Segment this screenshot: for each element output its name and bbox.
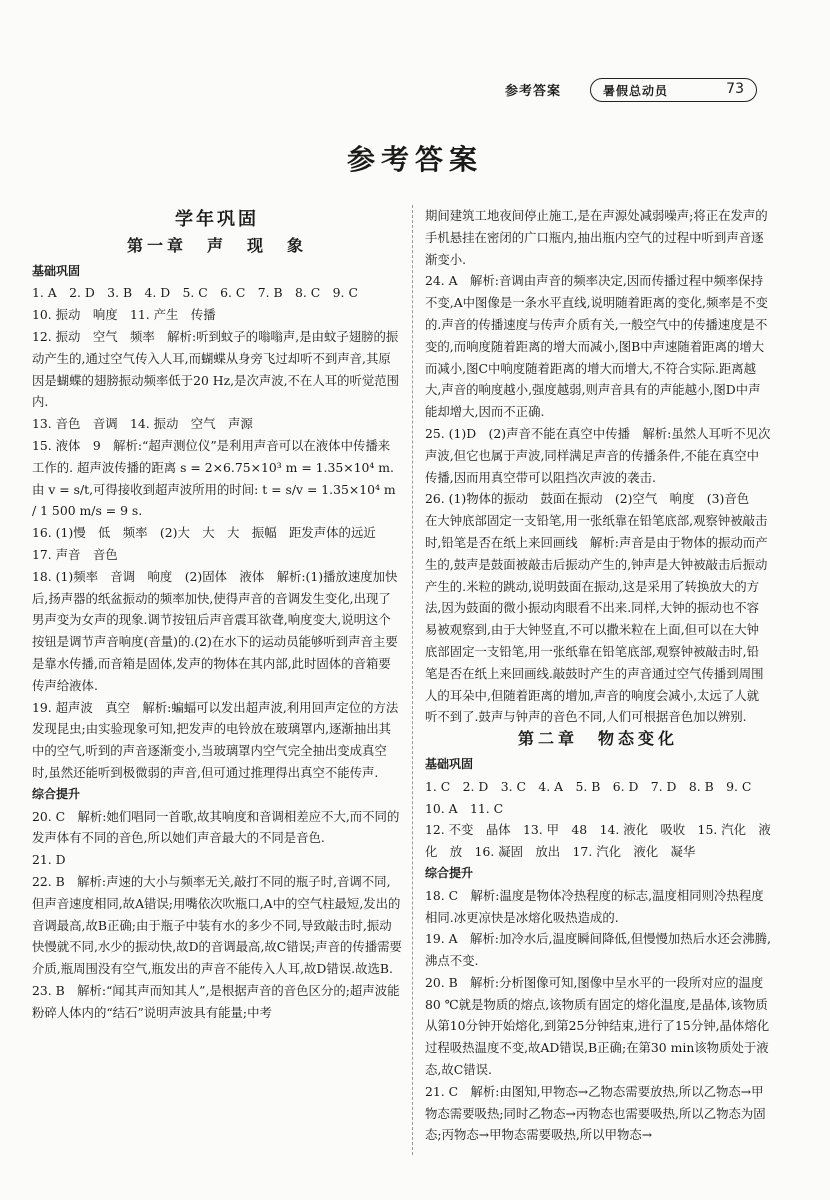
header-badge <box>590 78 757 102</box>
answer-item: 21. C 解析:由图知,甲物态→乙物态需要放热,所以乙物态→甲物态需要吸热;同时乙物态→丙物态也需要吸热,所以乙物态为固态;丙物态→甲物态需要吸热,所以甲物态→ <box>425 1083 766 1143</box>
answer-item: 25. (1)D (2)声音不能在真空中传播 解析:虽然人耳听不见次声波,但它也属于声波,同样满足声音的传播条件,不能在真空中传播,因而用真空带可以阻挡次声波的袭击. <box>425 425 771 485</box>
left-column <box>32 205 402 1023</box>
answer-item: 期间建筑工地夜间停止施工,是在声源处减弱噪声;将正在发声的手机悬挂在密闭的广口瓶内,抽出瓶内空气的过程中听到声音逐渐变小. <box>425 208 768 267</box>
header-section: 参考答案 <box>505 84 562 99</box>
answer-item: 19. 超声波 真空 解析:蝙蝠可以发出超声波,利用回声定位的方法发现昆虫;由实验现象可知,把发声的电铃放在玻璃罩内,逐渐抽出其中的空气,听到的声音逐渐变小,当玻璃罩内空气完全抽出变成真空时,虽然还能听到极微弱的声音,但可通过推理得出真空不能传声. <box>32 699 399 780</box>
answer-item: 22. B 解析:声速的大小与频率无关,敲打不同的瓶子时,音调不同,但声音速度相同,故A错误;用嘴依次吹瓶口,A中的空气柱最短,发出的音调最高,故B正确;由于瓶子中装有水的多少不同,导致敲击时,振动快慢就不同,水少的振动快,故D的音调最高,故C错误;声音的传播需要介质,瓶周围没有空气,瓶发出的声音不能传入人耳,故D错误.故选B. <box>32 873 402 977</box>
answer-item: 26. (1)物体的振动 鼓面在振动 (2)空气 响度 (3)音色 在大钟底部固定一支铅笔,用一张纸靠在铅笔底部,观察钟被敲击时,铅笔是否在纸上来回画线 解析:声音是由于物体的振动而产生的,鼓声是鼓面被敲击后振动产生的,钟声是大钟被敲击后振动产生的.米粒的跳动,说明鼓面在振动,这是采用了转换放大的方法,因为鼓面的微小振动肉眼看不出来.同样,大钟的振动也不容易被观察到,由于大钟竖直,不可以撒米粒在上面,但可以在大钟底部固定一支铅笔,用一张纸靠在铅笔底部,观察钟被敲击时,铅笔是否在纸上来回画线.敲鼓时产生的声音通过空气传播到周围人的耳朵中,但随着距离的增加,声音的响度会减小,太远了人就听不到了.鼓声与钟声的音色不同,人们可根据音色加以辨别. <box>425 491 768 725</box>
chapter-heading: 第二章 物态变化 <box>517 729 678 749</box>
answer-item: 10. 振动 响度 11. 产生 传播 <box>32 307 216 323</box>
page-title: 参考答案 <box>346 143 483 176</box>
column-divider <box>412 205 413 1155</box>
answer-item: 16. (1)慢 低 频率 (2)大 大 大 振幅 距发声体的远近 <box>32 525 376 541</box>
section-heading: 学年巩固 <box>175 209 259 230</box>
subsection-label: 基础巩固 <box>425 756 474 771</box>
answer-item: 24. A 解析:音调由声音的频率决定,因而传播过程中频率保持不变,A中图像是一条水平直线,说明随着距离的变化,频率是不变的.声音的传播速度与传声介质有关,一般空气中的传播速度是不变的,而响度随着距离的增大而减小,图B中声速随着距离的增大而减小,图C中响度随着距离的增大而增大,不符合实际.距离越大,声音的响度越小,强度越弱,则声音具有的声能越小,图D中声能却增大,因而不正确. <box>425 273 768 420</box>
subsection-label: 基础巩固 <box>32 263 81 278</box>
header-badge-text: 暑假总动员 <box>603 84 669 98</box>
answer-item: 20. B 解析:分析图像可知,图像中呈水平的一段所对应的温度80 ℃就是物质的熔点,该物质有固定的熔化温度,是晶体,该物质从第10分钟开始熔化,到第25分钟结束,进行了15分钟,晶体熔化过程吸热温度不变,故AD错误,B正确;在第30 min该物质处于液态,故C错误. <box>425 974 770 1078</box>
answer-item: 21. D <box>32 852 66 868</box>
subsection-label: 综合提升 <box>425 865 474 880</box>
page-number: 73 <box>726 81 744 97</box>
answer-item: 18. C 解析:温度是物体冷热程度的标志,温度相同则冷热程度相同.冰更凉快是冰熔化吸热造成的. <box>425 887 764 925</box>
answer-item: 20. C 解析:她们唱同一首歌,故其响度和音调相差应不大,而不同的发声体有不同的音色,所以她们声音最大的不同是音色. <box>32 808 400 846</box>
answer-item: 12. 振动 空气 频率 解析:听到蚊子的嗡嗡声,是由蚊子翅膀的振动产生的,通过空气传入人耳,而蝴蝶从身旁飞过却听不到声音,其原因是蝴蝶的翅膀振动频率低于20 Hz,是次声波,不在人耳的听觉范围内. <box>32 328 400 410</box>
answer-item: 18. (1)频率 音调 响度 (2)固体 液体 解析:(1)播放速度加快后,扬声器的纸盆振动的频率加快,使得声音的音调发生变化,出现了男声变为女声的现象.调节按钮后声音震耳欲聋,响度变大,说明这个按钮是调节声音响度(音量)的.(2)在水下的运动员能够听到声音主要是靠水传播,而音箱是固体,发声的物体在其内部,此时固体的音箱要传声给液体. <box>32 568 398 693</box>
page-header <box>505 78 770 104</box>
subsection-label: 综合提升 <box>32 786 81 801</box>
answer-item: 10. A 11. C <box>425 800 504 816</box>
answer-item: 13. 音色 音调 14. 振动 空气 声源 <box>32 416 253 432</box>
answer-item: 12. 不变 晶体 13. 甲 48 14. 液化 吸收 15. 汽化 液化 放 16. 凝固 放出 17. 汽化 液化 凝华 <box>425 822 771 860</box>
right-column <box>425 205 771 1146</box>
answer-item: 17. 声音 音色 <box>32 546 118 562</box>
answer-item: 1. C 2. D 3. C 4. A 5. B 6. D 7. D 8. B 9. C <box>425 778 752 794</box>
answer-item: 19. A 解析:加冷水后,温度瞬间降低,但慢慢加热后水还会沸腾,沸点不变. <box>425 931 771 969</box>
answer-item: 23. B 解析:“闻其声而知其人”,是根据声音的音色区分的;超声波能粉碎人体内的“结石”说明声波具有能量;中考 <box>32 982 400 1020</box>
chapter-heading: 第一章 声 现 象 <box>126 235 307 255</box>
answer-item: 15. 液体 9 解析:“超声测位仪”是利用声音可以在液体中传播来工作的. 超声波传播的距离 s = 2×6.75×10³ m = 1.35×10⁴ m.由 v = s/t,可得接收到超声波所用的时间: t = s/v = 1.35×10⁴ m / 1 500 m/s = 9 s. <box>32 437 396 519</box>
answer-item: 1. A 2. D 3. B 4. D 5. C 6. C 7. B 8. C 9. C <box>32 285 358 301</box>
